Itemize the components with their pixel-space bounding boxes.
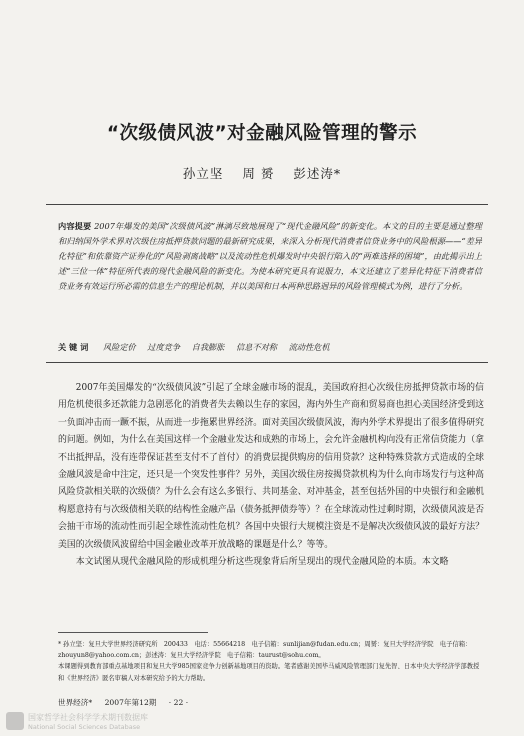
issue-label: 2007年第12期 xyxy=(104,698,157,707)
author-name: 彭述涛* xyxy=(293,166,342,181)
page-number: · 22 · xyxy=(168,698,189,707)
watermark-en: National Social Sciences Database xyxy=(28,723,141,731)
abstract-bottom-rule xyxy=(46,362,488,363)
footnotes xyxy=(58,639,484,684)
journal-name: 世界经济* xyxy=(58,698,93,707)
keyword: 流动性危机 xyxy=(288,342,330,352)
body-text xyxy=(58,380,484,571)
body-paragraph: 本文试图从现代金融风险的形成机理分析这些现象背后所呈现出的现代金融风险的本质。本文略 xyxy=(75,557,449,568)
author-name: 周 赟 xyxy=(242,166,275,181)
footnote: 本课题得到教育部重点基地项目和复旦大学985国家竞争力创新基地项目的资助。笔者感谢美国毕马威风险管理部门复先智、日本中央大学经济学部教授和《世界经济》匿名审稿人对本研究给予的大力帮助。 xyxy=(58,663,480,682)
keywords xyxy=(58,342,482,353)
watermark-cn: 国家哲学社会科学学术期刊数据库 xyxy=(28,713,148,722)
paper-title: “次级债风波”对金融风险管理的警示 xyxy=(106,123,418,144)
keyword: 信息不对称 xyxy=(236,342,277,352)
abstract-label: 内容提要 xyxy=(58,221,92,231)
abstract-text: 2007年爆发的美国“次级债风波”淋漓尽致地展现了“现代金融风险”的新变化。本文的目的主要是通过整理和归纳国外学术界对次级住房抵押贷款问题的最新研究成果，来深入分析现代消费者信贷业务中的风险根源——“差异化特征”和依靠资产证券化的“风险剥离战略”以及流动性危机爆发时中央银行陷入的“两难选择的困境”，由此揭示出上述“三位一体”特征所代表的现代金融风险的新变化。为使本研究更具有说服力，本文还建立了差异化特征下消费者信贷业务有效运行所必需的信息生产的理论机制，并以美国和日本两种思路迥异的风险管理模式为例，进行了分析。 xyxy=(58,221,482,292)
abstract-top-rule xyxy=(46,204,488,205)
body-paragraph: 2007年美国爆发的“次级债风波”引起了全球金融市场的混乱，美国政府担心次级住房抵押贷款市场的信用危机使很多还款能力急剧恶化的消费者失去赖以生存的家园，海内外生产商和贸易商也担心美国经济受到这一负面冲击而一蹶不振，从而进一步拖累世界经济。面对美国次级债风波，海内外学术界提出了很多值得研究的问题。例如，为什么在美国这样一个金融业发达和成熟的市场上，会允许金融机构向没有正常信贷能力（拿不出抵押品，没有连带保证甚至支付不了首付）的消费层提供购房的信用贷款？这种特殊贷款方式造成的全球金融风波是命中注定，还只是一个突发性事件？另外，美国次级住房按揭贷款机构为什么向市场发行与这种高风险贷款相关联的次级债？为什么会有这么多银行、共同基金、对冲基金，甚至包括外国的中央银行和金融机构愿意持有与次级债相关联的结构性金融产品（债务抵押债券等）？在全球流动性过剩时期，次级债风波是否会抽干市场的流动性而引起全球性流动性危机？各国中央银行大规模注资是不是解决次级债风波的最好方法？美国的次级债风波留给中国金融业改革开放战略的课题是什么？等等。 xyxy=(58,383,484,550)
page-footer xyxy=(58,697,198,708)
database-logo-icon xyxy=(6,712,24,730)
keyword: 自我膨胀 xyxy=(191,342,225,352)
abstract xyxy=(58,219,482,294)
footnote-rule xyxy=(58,632,208,633)
keywords-label: 关 键 词 xyxy=(58,342,89,352)
author-name: 孙立坚 xyxy=(182,166,224,181)
author-list xyxy=(0,164,524,182)
keyword: 过度竞争 xyxy=(147,342,181,352)
footnote: * 孙立坚：复旦大学世界经济研究所 200433 电话：55664218 电子信箱：sunlijian@fudan.edu.cn；周赟：复旦大学经济学院 电子信箱：zhouyun8@yahoo.com.cn；彭述涛：复旦大学经济学院 电子信箱：taurust@sohu.com。 xyxy=(58,641,472,660)
keyword: 风险定价 xyxy=(102,342,136,352)
database-watermark xyxy=(6,712,206,734)
